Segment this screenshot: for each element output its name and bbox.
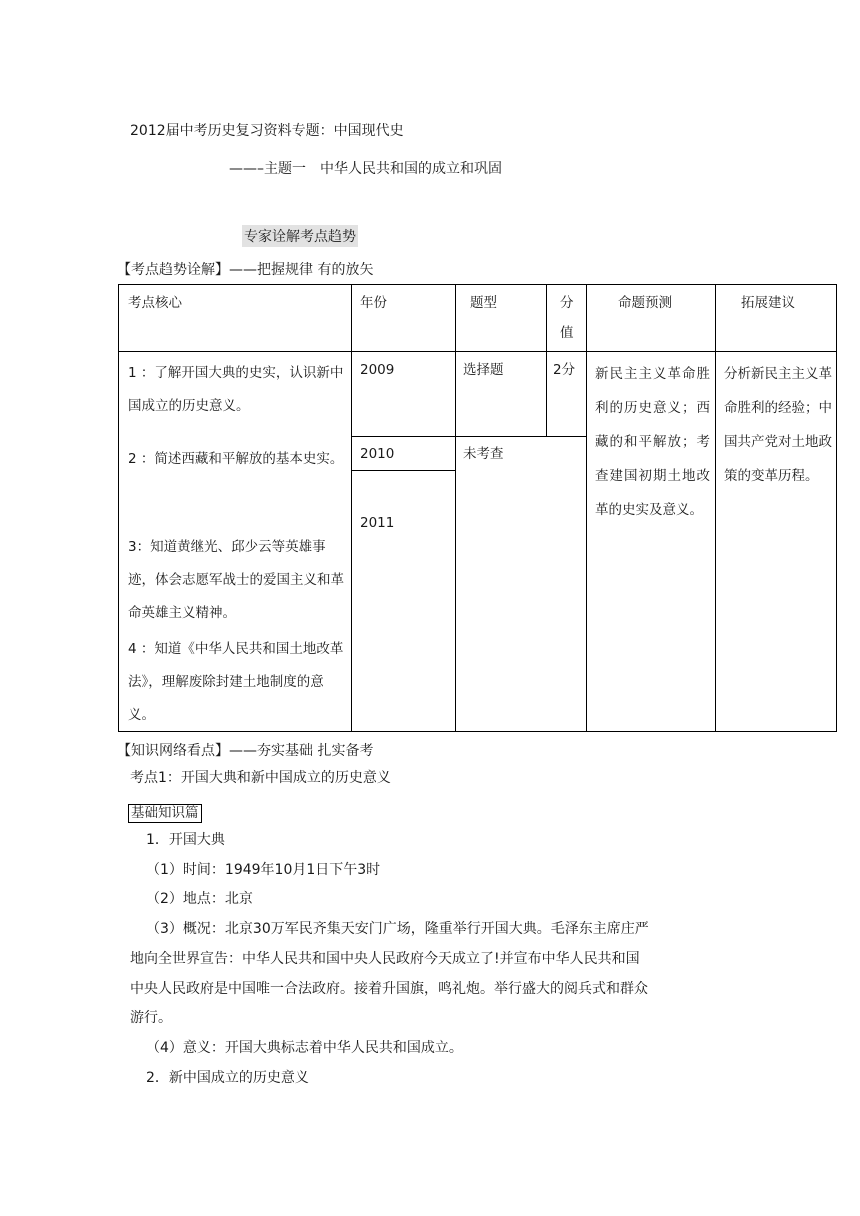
row-2009-year: 2009 (360, 362, 395, 378)
header-core: 考点核心 (128, 295, 182, 311)
exam-trend-table (118, 284, 837, 732)
expert-heading: 专家诠解考点趋势 (242, 225, 358, 247)
suggestion-text: 分析新民主主义革命胜利的经验；中国共产党对土地政策的变革历程。 (724, 366, 832, 484)
header-type: 题型 (470, 295, 497, 311)
overview-line-2: 地向全世界宣告：中华人民共和国中央人民政府今天成立了!并宣布中华人民共和国 (130, 951, 640, 967)
header-score-1: 分 (560, 295, 574, 311)
section-1-heading: 1．开国大典 (146, 832, 225, 848)
overview-line-3: 中央人民政府是中国唯一合法政府。接着升国旗，鸣礼炮。举行盛大的阅兵式和群众 (130, 981, 648, 997)
basic-knowledge-label: 基础知识篇 (128, 804, 202, 823)
section-2-heading: 2．新中国成立的历史意义 (146, 1070, 309, 1086)
item-time: （1）时间：1949年10月1日下午3时 (146, 862, 381, 878)
core-item-4: 4 ：知道《中华人民共和国土地改革法》，理解废除封建土地制度的意义。 (128, 641, 344, 723)
row-2010-year: 2010 (360, 446, 395, 462)
item-meaning: （4）意义：开国大典标志着中华人民共和国成立。 (146, 1040, 463, 1056)
trend-heading: 【考点趋势诠解】——把握规律 有的放矢 (117, 262, 374, 278)
overview-line-1: （3）概况：北京30万军民齐集天安门广场，隆重举行开国大典。毛泽东主席庄严 (146, 921, 649, 937)
header-score-2: 值 (560, 325, 574, 341)
overview-line-4: 游行。 (130, 1010, 172, 1026)
core-item-2: 2 ：简述西藏和平解放的基本史实。 (128, 451, 344, 467)
header-suggest: 拓展建议 (741, 295, 795, 311)
core-item-1: 1 ：了解开国大典的史实，认识新中国成立的历史意义。 (128, 365, 344, 414)
row-2009-score: 2分 (553, 362, 576, 378)
row-2009-type: 选择题 (463, 362, 504, 378)
core-item-3: 3：知道黄继光、邱少云等英雄事迹，体会志愿军战士的爱国主义和革命英雄主义精神。 (128, 539, 344, 621)
header-predict: 命题预测 (618, 295, 672, 311)
prediction-text: 新民主主义革命胜利的历史意义；西藏的和平解放；考查建国初期土地改革的史实及意义。 (595, 366, 710, 518)
row-2010-type: 未考查 (463, 446, 504, 462)
header-year: 年份 (360, 295, 387, 311)
item-place: （2）地点：北京 (146, 891, 253, 907)
row-2011-year: 2011 (360, 515, 395, 531)
network-heading: 【知识网络看点】——夯实基础 扎实备考 (117, 743, 374, 759)
document-subtitle: ——–主题一 中华人民共和国的成立和巩固 (229, 161, 502, 177)
kp1-heading: 考点1：开国大典和新中国成立的历史意义 (130, 770, 391, 786)
document-title: 2012届中考历史复习资料专题：中国现代史 (130, 123, 404, 139)
